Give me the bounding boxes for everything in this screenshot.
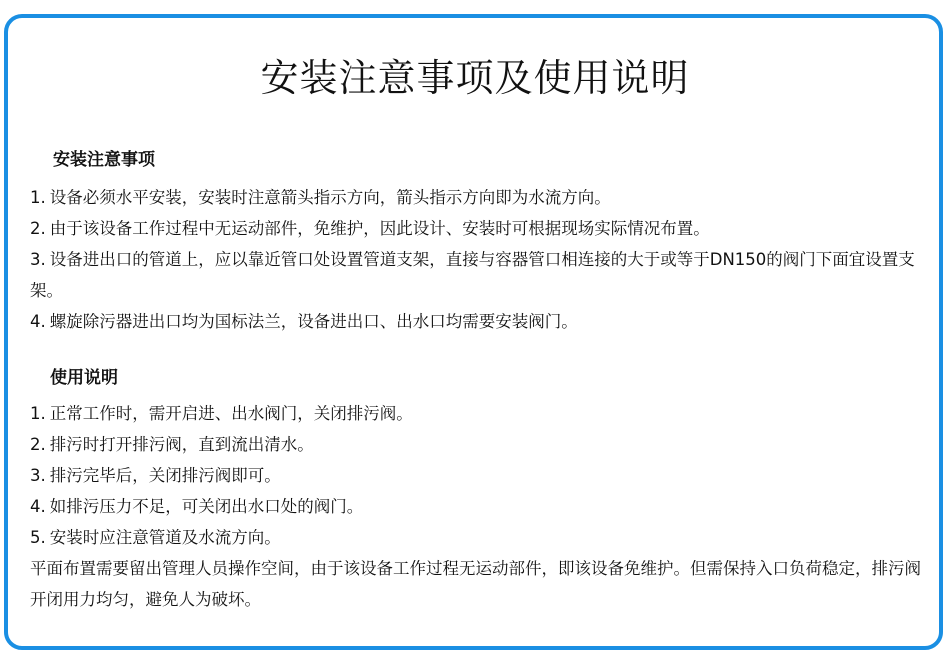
- list-item-text: 设备进出口的管道上，应以靠近管口处设置管道支架，直接与容器管口相连接的大于或等于DN150的阀门下面宜设置支架。: [30, 250, 915, 300]
- section-heading-usage: 使用说明: [50, 368, 118, 388]
- list-item-text: 设备必须水平安装，安装时注意箭头指示方向，箭头指示方向即为水流方向。: [49, 188, 611, 207]
- list-item-text: 正常工作时，需开启进、出水阀门，关闭排污阀。: [49, 404, 413, 423]
- section-heading-installation: 安装注意事项: [53, 150, 155, 170]
- usage-note-paragraph: 平面布置需要留出管理人员操作空间，由于该设备工作过程无运动部件，即该设备免维护。但需保持入口负荷稳定，排污阀开闭用力均匀，避免人为破坏。: [30, 559, 921, 609]
- list-item-text: 排污完毕后，关闭排污阀即可。: [49, 466, 281, 485]
- list-item-number: 2.: [30, 219, 46, 238]
- list-item-number: 3.: [30, 250, 46, 269]
- list-item-number: 1.: [30, 188, 46, 207]
- list-item-text: 由于该设备工作过程中无运动部件，免维护，因此设计、安装时可根据现场实际情况布置。: [49, 219, 710, 238]
- list-item: [30, 491, 925, 522]
- list-item-number: 3.: [30, 466, 46, 485]
- list-item-text: 排污时打开排污阀，直到流出清水。: [49, 435, 314, 454]
- list-item: [30, 182, 925, 213]
- page-title: 安装注意事项及使用说明: [260, 56, 690, 100]
- list-item-text: 安装时应注意管道及水流方向。: [49, 528, 281, 547]
- list-item-number: 4.: [30, 497, 46, 516]
- list-item-number: 5.: [30, 528, 46, 547]
- list-item-number: 4.: [30, 312, 46, 331]
- list-item-number: 2.: [30, 435, 46, 454]
- list-item: [30, 213, 925, 244]
- list-item: [30, 522, 925, 553]
- list-item: [30, 429, 925, 460]
- list-item-text: 如排污压力不足，可关闭出水口处的阀门。: [49, 497, 364, 516]
- list-item: [30, 306, 925, 337]
- list-item-text: 螺旋除污器进出口均为国标法兰，设备进出口、出水口均需要安装阀门。: [49, 312, 578, 331]
- list-item: [30, 398, 925, 429]
- list-item: [30, 460, 925, 491]
- list-item-number: 1.: [30, 404, 46, 423]
- installation-notes-list: [30, 182, 925, 337]
- list-item: [30, 244, 925, 306]
- usage-instructions-list: [30, 398, 925, 615]
